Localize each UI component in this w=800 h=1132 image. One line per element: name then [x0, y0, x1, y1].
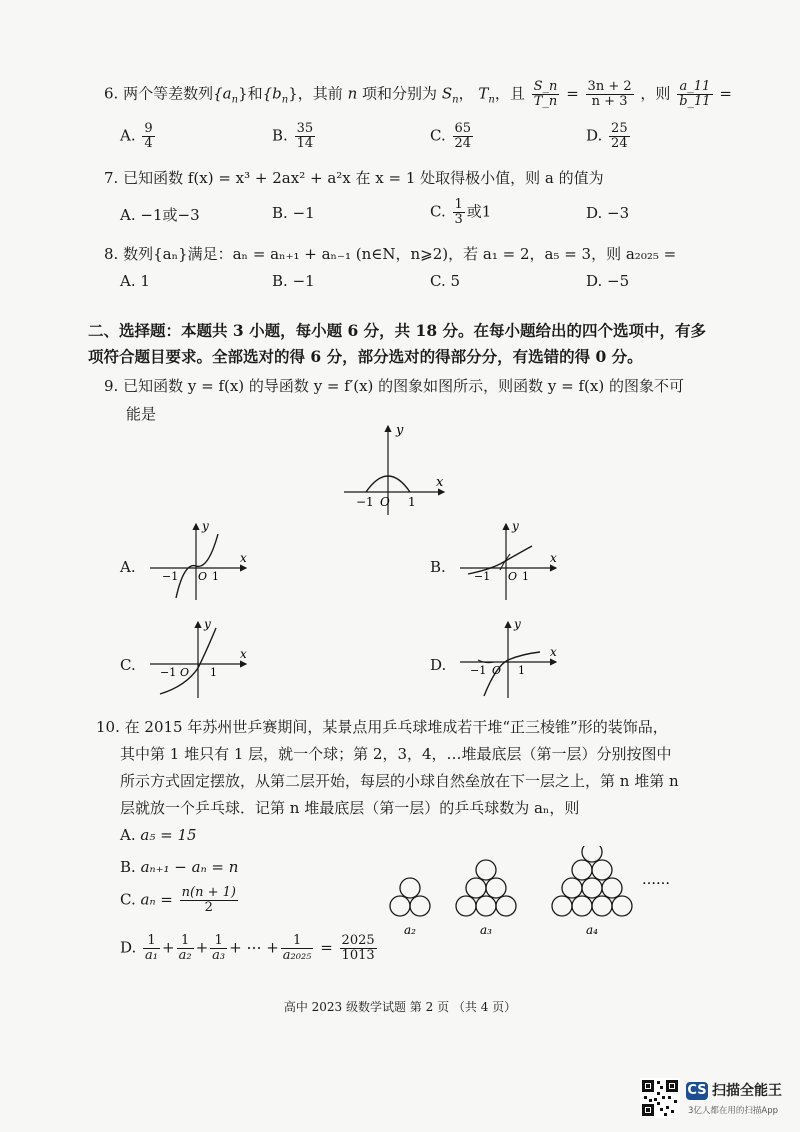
q9-option-b-label: B. [430, 558, 446, 576]
q9-option-c-label: C. [120, 656, 136, 674]
tick-1: 1 [522, 570, 529, 583]
tick-1: 1 [210, 666, 217, 679]
q6-option-a: A. $\frac{9}{4}$ [120, 121, 153, 151]
more-dots: …… [642, 872, 670, 888]
q7-option-a: A. −1或−3 [120, 206, 200, 224]
q10-option-d: D. $\frac{1}{\text{a₁}}$ + $\frac{1}{\text{a₂}}$ + $\frac{1}{\text{a₃}}$ + ⋯ + $\frac{1}{\text{a₂₀₂₅}}$ = $\frac{2025}{1013}$ [120, 933, 375, 963]
q8-stem: 8. 数列{aₙ}满足：aₙ = aₙ₊₁ + aₙ₋₁ (n∈N，n⩾2)，若 a₁ = 2，a₅ = 3，则 a₂₀₂₅ = [104, 245, 677, 263]
q9-option-b-graph [456, 518, 566, 602]
tick-1: 1 [212, 570, 219, 583]
axis-x-label: x [240, 647, 247, 661]
tick-1: 1 [408, 495, 416, 509]
origin-label: O [508, 570, 518, 583]
tick-neg1: −1 [474, 570, 491, 583]
tick-neg1: −1 [162, 570, 179, 583]
axis-y-label: y [514, 617, 521, 631]
origin-label: O [198, 570, 208, 583]
q7-option-c: C. $\frac{1}{3}$ 或1 [430, 197, 492, 227]
q6-option-c: C. $\frac{65}{24}$ [430, 121, 472, 151]
q9-derivative-graph [336, 420, 456, 520]
pyramid-a2 [390, 878, 430, 916]
scanner-tagline: 3亿人都在用的扫描App [688, 1106, 779, 1116]
q6-ask: $\frac{a\_11}{b\_11}$ [679, 79, 711, 109]
q9-option-a-label: A. [120, 558, 136, 576]
section-2-heading: 二、选择题：本题共 3 小题，每小题 6 分，共 18 分。在每小题给出的四个选项中，有多 项符合题目要求。全部选对的得 6 分，部分选对的得部分分，有选错的得 0 分。 [88, 321, 707, 366]
q10-option-a: A. a₅ = 15 [120, 826, 197, 844]
q7-option-b: B. −1 [272, 204, 315, 222]
q10-ball-figures [380, 846, 710, 942]
page-footer: 高中 2023 级数学试题 第 2 页 （共 4 页） [283, 1000, 517, 1014]
q8-option-d: D. −5 [586, 272, 630, 290]
tick-1: 1 [518, 664, 525, 677]
tick-neg1: −1 [470, 664, 487, 677]
q8-option-a: A. 1 [120, 272, 150, 290]
axis-x-label: x [436, 475, 444, 490]
q10-stem: 10. 在 2015 年苏州世乒赛期间，某景点用乒乓球堆成若干堆“正三棱锥”形的装饰品， 其中第 1 堆只有 1 层，就一个球；第 2，3，4，…堆最底层（第一层）分别按图中 所示方式固定摆放，从第二层开始，每层的小球自然垒放在下一层之上，第 n 堆第 n 层就放一个乒乓球．记第 n 堆最底层（第一层）的乒乓球数为 aₙ，则 [96, 718, 679, 817]
origin-label: O [380, 495, 390, 509]
axis-y-label: y [202, 519, 209, 533]
q6-stem: 6. 两个等差数列$\{a_n\}$和$\{b_n\}$，其前 n 项和分别为 $S_n$， $T_n$，且 $\frac{S\_n}{T\_n}$ = $\frac{3n + 2}{n + 3}$ ，则 $\frac{a\_11}{b\_11}$ = [104, 79, 732, 109]
axis-y-label: y [204, 617, 211, 631]
q8-option-b: B. −1 [272, 272, 315, 290]
axis-x-label: x [240, 551, 247, 565]
q6-option-b: B. $\frac{35}{14}$ [272, 121, 314, 151]
pyramid-a3 [456, 860, 516, 916]
q9-option-a-graph [146, 518, 256, 602]
origin-label: O [180, 666, 190, 679]
label-a2: a₂ [404, 923, 416, 937]
pyramid-a4 [552, 846, 632, 916]
axis-y-label: y [512, 519, 519, 533]
q9-option-d-label: D. [430, 656, 447, 674]
q10-option-b: B. aₙ₊₁ − aₙ = n [120, 858, 239, 876]
label-a3: a₃ [480, 923, 492, 937]
label-a4: a₄ [586, 923, 598, 937]
q8-option-c: C. 5 [430, 272, 461, 290]
q9-option-c-graph [146, 616, 256, 700]
q7-option-d: D. −3 [586, 204, 630, 222]
q7-stem: 7. 已知函数 f(x) = x³ + 2ax² + a²x 在 x = 1 处取得极小值，则 a 的值为 [104, 169, 604, 187]
q9-option-d-graph [456, 616, 566, 700]
axis-x-label: x [550, 645, 557, 659]
axis-y-label: y [396, 423, 404, 438]
axis-x-label: x [550, 551, 557, 565]
q6-option-d: D. $\frac{25}{24}$ [586, 121, 628, 151]
tick-neg1: −1 [356, 495, 374, 509]
tick-neg1: −1 [160, 666, 177, 679]
scanner-app-name: 扫描全能王 [712, 1083, 782, 1099]
camscanner-logo-icon: CS [687, 1083, 707, 1098]
q6-rhs: $\frac{3n + 2}{n + 3}$ [587, 79, 632, 109]
qr-code-icon [640, 1078, 680, 1118]
q9-stem: 9. 已知函数 y = f(x) 的导函数 y = f′(x) 的图象如图所示，则函数 y = f(x) 的图象不可 能是 [104, 377, 684, 423]
origin-label: O [492, 664, 502, 677]
q10-option-c: C. aₙ = $\frac{n(n + 1)}{2}$ [120, 885, 236, 915]
q6-ratio: $\frac{S\_n}{T\_n}$ [533, 79, 558, 109]
